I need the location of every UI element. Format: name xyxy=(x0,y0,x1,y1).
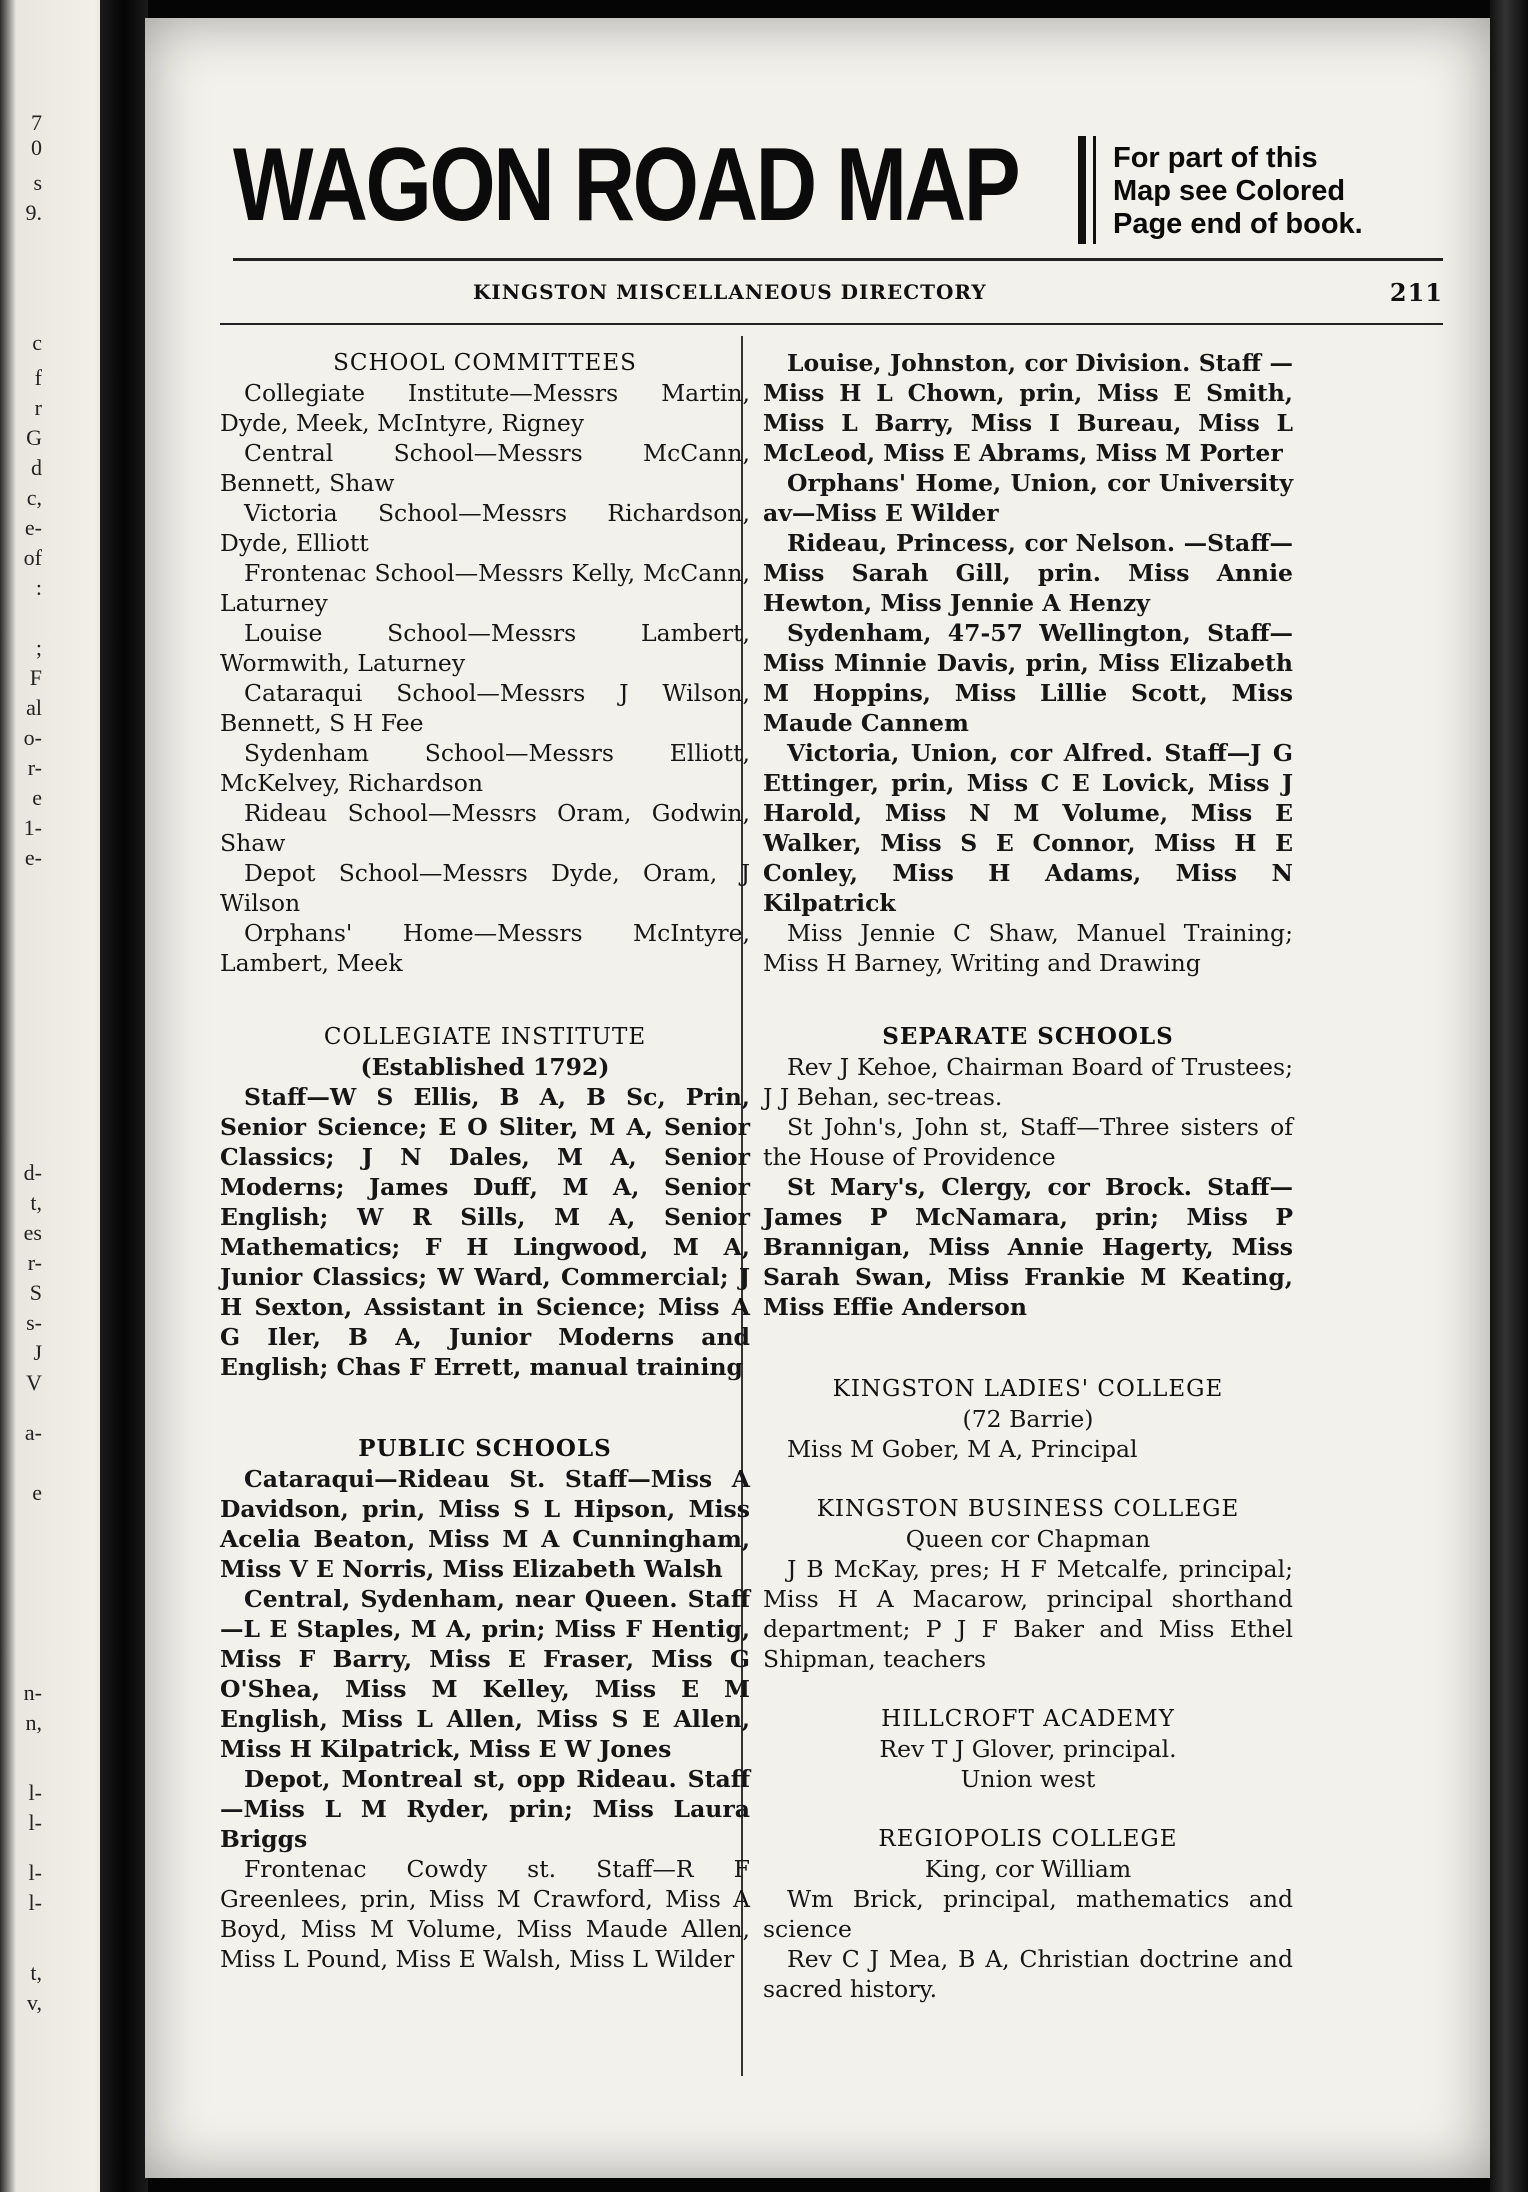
facing-page-fragment: F xyxy=(29,665,42,690)
ladies-college-principal: Miss M Gober, M A, Principal xyxy=(787,1435,1138,1463)
facing-page-fragment: ; xyxy=(35,635,42,660)
banner-divider xyxy=(1078,136,1086,244)
facing-page-fragment: al xyxy=(26,695,42,720)
public-school-entry: Central, Sydenham, near Queen. Staff—L E Staples, M A, prin; Miss F Hentig, Miss F Barry, Miss E Fraser, Miss G O'Shea, Miss M Kelley, Miss E M English, Miss L Allen, Miss S E Allen, Miss H Kilpatrick, Miss E W Jones xyxy=(220,1585,750,1763)
hillcroft-address: Union west xyxy=(960,1765,1096,1793)
committee-entry: Frontenac School—Messrs Kelly, McCann, Laturney xyxy=(220,559,750,617)
separate-school-entry: St John's, John st, Staff—Three sisters of the House of Providence xyxy=(763,1113,1293,1171)
public-school-entry: Depot, Montreal st, opp Rideau. Staff—Miss L M Ryder, prin; Miss Laura Briggs xyxy=(220,1765,750,1853)
directory-page xyxy=(145,18,1490,2178)
facing-page-fragment: s xyxy=(33,170,42,195)
public-school-entry: Louise, Johnston, cor Division. Staff —Miss H L Chown, prin, Miss E Smith, Miss L Barry, Miss I Bureau, Miss L McLeod, Miss E Abrams, Miss M Porter xyxy=(763,349,1293,467)
facing-page-fragment: l- xyxy=(28,1860,42,1885)
committee-entry: Cataraqui School—Messrs J Wilson, Bennett, S H Fee xyxy=(220,679,750,737)
facing-page-fragment: c, xyxy=(26,485,42,510)
regiopolis-address: King, cor William xyxy=(924,1855,1132,1883)
banner-rule xyxy=(233,258,1443,261)
regiopolis-heading: REGIOPOLIS COLLEGE xyxy=(878,1826,1178,1852)
ladies-college-address: (72 Barrie) xyxy=(962,1405,1094,1433)
facing-page-fragment: f xyxy=(34,365,42,390)
facing-page-fragment: e xyxy=(32,785,42,810)
facing-page-fragment: s- xyxy=(26,1310,42,1335)
regiopolis-entry: Wm Brick, principal, mathematics and science xyxy=(763,1885,1293,1943)
book-gutter xyxy=(100,0,148,2192)
running-head-title: KINGSTON MISCELLANEOUS DIRECTORY xyxy=(473,280,987,304)
banner-title: WAGON ROAD MAP xyxy=(233,127,1019,243)
facing-page-fragment: of xyxy=(23,545,42,570)
facing-page-fragment: S xyxy=(29,1280,42,1305)
page-edge-shadow xyxy=(1490,0,1528,2192)
collegiate-staff: Staff—W S Ellis, B A, B Sc, Prin, Senior Science; E O Sliter, M A, Senior Classics; J N Dales, M A, Senior Moderns; James Duff, M A, Senior English; W R Sills, M A, Senior Mathematics; F H Lingwood, M A, Junior Classics; W Ward, Commercial; J H Sexton, Assistant in Science; Miss A G Iler, B A, Junior Moderns and English; Chas F Errett, manual training xyxy=(220,1083,750,1381)
facing-page-fragment: r xyxy=(34,395,42,420)
collegiate-established: (Established 1792) xyxy=(360,1053,610,1081)
separate-school-entry: Rev J Kehoe, Chairman Board of Trustees; J J Behan, sec-treas. xyxy=(763,1053,1293,1111)
committee-entry: Victoria School—Messrs Richardson, Dyde, Elliott xyxy=(220,499,750,557)
facing-page-fragment: n, xyxy=(25,1710,42,1735)
facing-page-fragment: J xyxy=(33,1340,42,1365)
facing-page-fragment: e xyxy=(32,1480,42,1505)
committee-entry: Depot School—Messrs Dyde, Oram, J Wilson xyxy=(220,859,750,917)
committee-entry: Louise School—Messrs Lambert, Wormwith, Laturney xyxy=(220,619,750,677)
facing-page-fragment: t, xyxy=(30,1190,42,1215)
page-number: 211 xyxy=(1389,278,1443,307)
facing-page-fragment: e- xyxy=(24,515,42,540)
facing-page-fragment: es xyxy=(23,1220,42,1245)
public-school-entry: Miss Jennie C Shaw, Manuel Training; Miss H Barney, Writing and Drawing xyxy=(763,919,1293,977)
public-school-entry: Victoria, Union, cor Alfred. Staff—J G Ettinger, prin, Miss C E Lovick, Miss J Harold, Miss N M Volume, Miss E Walker, Miss S E Connor, Miss H E Conley, Miss H Adams, Miss N Kilpatrick xyxy=(763,739,1293,917)
facing-page-fragment: l- xyxy=(28,1780,42,1805)
left-column xyxy=(220,348,750,1974)
facing-page-fragment: o- xyxy=(23,725,42,750)
public-schools-heading: PUBLIC SCHOOLS xyxy=(358,1435,612,1462)
ladies-college-heading: KINGSTON LADIES' COLLEGE xyxy=(832,1376,1224,1402)
business-college-address: Queen cor Chapman xyxy=(905,1525,1151,1553)
facing-page-fragment: n- xyxy=(23,1680,42,1705)
facing-page-fragment: V xyxy=(26,1370,42,1395)
facing-page-fragment: a- xyxy=(24,1420,42,1445)
banner-note-line: Page end of book. xyxy=(1113,208,1363,240)
banner-note-line: For part of this xyxy=(1113,142,1318,174)
committee-entry: Orphans' Home—Messrs McIntyre, Lambert, Meek xyxy=(220,919,750,977)
collegiate-institute-heading: COLLEGIATE INSTITUTE xyxy=(323,1024,647,1050)
right-column xyxy=(763,348,1293,2004)
regiopolis-entry: Rev C J Mea, B A, Christian doctrine and sacred history. xyxy=(763,1945,1293,2003)
facing-page-fragment: r- xyxy=(27,1250,42,1275)
facing-page-fragment: l- xyxy=(28,1890,42,1915)
public-school-entry: Cataraqui—Rideau St. Staff—Miss A Davidson, prin, Miss S L Hipson, Miss Acelia Beaton, Miss M A Cunningham, Miss V E Norris, Miss Elizabeth Walsh xyxy=(220,1465,750,1583)
header-rule xyxy=(220,323,1443,325)
banner-divider-thin xyxy=(1093,136,1096,244)
public-school-entry: Sydenham, 47-57 Wellington, Staff—Miss Minnie Davis, prin, Miss Elizabeth M Hoppins, Miss Lillie Scott, Miss Maude Cannem xyxy=(763,619,1293,737)
committee-entry: Rideau School—Messrs Oram, Godwin, Shaw xyxy=(220,799,750,857)
facing-page-fragment: v, xyxy=(26,1990,42,2015)
facing-page-fragment: e- xyxy=(24,845,42,870)
public-school-entry: Orphans' Home, Union, cor University av—Miss E Wilder xyxy=(763,469,1293,527)
business-college-heading: KINGSTON BUSINESS COLLEGE xyxy=(816,1496,1240,1522)
school-committees-list xyxy=(220,378,750,978)
facing-page-fragment: d xyxy=(31,455,42,480)
public-school-entry: Rideau, Princess, cor Nelson. —Staff—Miss Sarah Gill, prin. Miss Annie Hewton, Miss Jennie A Henzy xyxy=(763,529,1293,617)
facing-page-fragment: t, xyxy=(30,1960,42,1985)
facing-page-fragment: 7 xyxy=(31,110,42,135)
facing-page-fragment: G xyxy=(26,425,42,450)
committee-entry: Sydenham School—Messrs Elliott, McKelvey, Richardson xyxy=(220,739,750,797)
facing-page-fragment: d- xyxy=(23,1160,42,1185)
facing-page-fragment: 0 xyxy=(31,135,42,160)
committee-entry: Collegiate Institute—Messrs Martin, Dyde, Meek, McIntyre, Rigney xyxy=(220,379,750,437)
banner-note xyxy=(1113,142,1443,241)
business-college-staff: J B McKay, pres; H F Metcalfe, principal; Miss H A Macarow, principal shorthand department; P J F Baker and Miss Ethel Shipman, teachers xyxy=(763,1555,1293,1673)
facing-page-fragment: l- xyxy=(28,1810,42,1835)
facing-page-fragment: 1- xyxy=(23,815,42,840)
committee-entry: Central School—Messrs McCann, Bennett, Shaw xyxy=(220,439,750,497)
separate-school-entry: St Mary's, Clergy, cor Brock. Staff—James P McNamara, prin; Miss P Brannigan, Miss Annie Hagerty, Miss Sarah Swan, Miss Frankie M Keating, Miss Effie Anderson xyxy=(763,1173,1293,1321)
public-school-entry: Frontenac Cowdy st. Staff—R F Greenlees, prin, Miss M Crawford, Miss A Boyd, Miss M Volume, Miss Maude Allen, Miss L Pound, Miss E Walsh, Miss L Wilder xyxy=(220,1855,750,1973)
banner-note-line: Map see Colored xyxy=(1113,175,1346,207)
facing-page-fragment: 9. xyxy=(25,200,42,225)
running-head xyxy=(233,280,1443,310)
wagon-road-map-banner xyxy=(233,118,1443,253)
separate-schools-heading: SEPARATE SCHOOLS xyxy=(882,1023,1174,1050)
school-committees-heading: SCHOOL COMMITTEES xyxy=(333,350,637,376)
facing-page-fragment: c xyxy=(32,330,42,355)
facing-page-fragment: r- xyxy=(27,755,42,780)
facing-page-fragment: : xyxy=(35,575,42,600)
hillcroft-heading: HILLCROFT ACADEMY xyxy=(881,1706,1175,1732)
hillcroft-principal: Rev T J Glover, principal. xyxy=(879,1735,1177,1763)
